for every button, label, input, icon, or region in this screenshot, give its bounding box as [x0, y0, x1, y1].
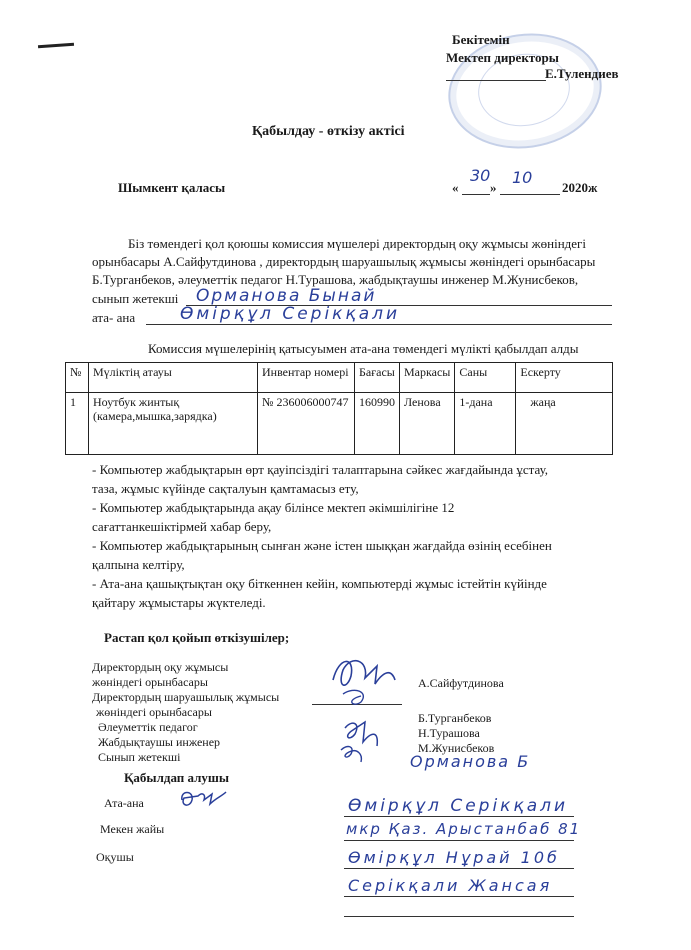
condition-line: - Компьютер жабдықтарының сынған және істен шыққан жағдайда өзінің есебінен: [92, 538, 552, 553]
receiver-line: [344, 916, 574, 917]
cell-note: жаңа: [516, 393, 613, 455]
signer-position: Директордың оқу жұмысы: [92, 660, 229, 674]
header-price: Бағасы: [355, 363, 400, 393]
receiver-line: [344, 816, 574, 817]
header-number: №: [66, 363, 89, 393]
handwritten-class-teacher-name: Орманова Б: [410, 752, 531, 771]
class-teacher-label: сынып жетекші: [92, 291, 179, 306]
header-inventory: Инвентар номері: [258, 363, 355, 393]
signers-positions: [92, 660, 322, 765]
intro-line-1: Біз төмендегі қол қоюшы комиссия мүшелері директордың оқу жұмысы жөніндегі: [128, 236, 587, 251]
condition-line: қалпына келтіру,: [92, 557, 185, 572]
signer-position: Жабдықтаушы инженер: [98, 735, 221, 749]
table-row: [66, 393, 613, 455]
signer-name: М.Жунисбеков: [418, 741, 495, 755]
signer-name: Н.Турашова: [418, 726, 480, 740]
intro-line-2: орынбасары А.Сайфутдинова , директордың шаруашылық жұмысы жөніндегі орынбасары: [92, 254, 596, 269]
date-close-quote: »: [490, 180, 497, 195]
signers-title: Растап қол қойып өткізушілер;: [104, 630, 290, 645]
handwritten-receiver-parent: Өмірқұл Серікқали: [348, 796, 569, 816]
approval-name: Е.Тулендиев: [545, 66, 619, 81]
header-note: Ескерту: [516, 363, 613, 393]
city-label: Шымкент қаласы: [118, 180, 226, 195]
corner-mark: [38, 43, 74, 49]
receiver-label-student: Оқушы: [96, 850, 134, 864]
condition-line: - Ата-ана қашықтықтан оқу біткеннен кейін, компьютерді жұмыс істейтін күйінде: [92, 576, 547, 591]
signer-position: жөніндегі орынбасары: [96, 705, 212, 719]
handwritten-month: 10: [512, 168, 533, 187]
condition-line: - Компьютер жабдықтарында ақау білінсе мектеп әкімшілігіне 12: [92, 500, 455, 515]
parent-signature: [176, 786, 236, 812]
receiver-line: [344, 868, 574, 869]
signer-name: А.Сайфутдинова: [418, 676, 504, 690]
signer-position: Сынып жетекші: [98, 750, 181, 764]
conditions: [92, 460, 652, 612]
condition-line: - Компьютер жабдықтарын өрт қауіпсіздігі талаптарына сәйкес жағдайында ұстау,: [92, 462, 549, 477]
header-quantity: Саны: [455, 363, 516, 393]
receiver-line: [344, 840, 574, 841]
parent-label: ата- ана: [92, 310, 136, 325]
asset-table: [65, 362, 613, 455]
receiver-label-parent: Ата-ана: [104, 796, 144, 810]
handwritten-receiver-student2: Серікқали Жансая: [348, 876, 553, 895]
signer-name: Б.Турганбеков: [418, 711, 492, 725]
cell-number: 1: [66, 393, 89, 455]
receivers-title: Қабылдап алушы: [124, 770, 230, 785]
receiver-label-address: Мекен жайы: [100, 822, 165, 836]
condition-line: таза, жұмыс күйінде сақталуын қамтамасыз ету,: [92, 481, 359, 496]
cell-inventory: № 236006000747: [258, 393, 355, 455]
handwritten-day: 30: [470, 166, 491, 185]
condition-line: қайтару жұмыстары жүктеледі.: [92, 595, 266, 610]
cell-name: Ноутбук жинтық (камера,мышка,зарядка): [89, 393, 258, 455]
signer-position: Директордың шаруашылық жұмысы: [92, 690, 280, 704]
handwritten-receiver-address: мкр Қаз. Арыстанбаб 81: [346, 820, 582, 838]
signer-position: жөніндегі орынбасары: [92, 675, 208, 689]
approval-position: Мектеп директоры: [446, 50, 559, 65]
date-year: 2020ж: [562, 180, 598, 195]
approval-signature-line: [446, 80, 546, 81]
intro-line-3: Б.Турганбеков, әлеуметтік педагог Н.Турашова, жабдықтаушы инженер М.Жунисбеков,: [92, 272, 579, 287]
handwritten-class-teacher: Орманова Бынай: [196, 286, 377, 306]
condition-line: сағаттанкешіктірмей хабар беру,: [92, 519, 272, 534]
signer-position: Әлеуметтік педагог: [98, 720, 198, 734]
signers-names: [418, 676, 504, 756]
commission-line: Комиссия мүшелерінің қатысуымен ата-ана төмендегі мүлікті қабылдап алды: [148, 341, 579, 356]
header-name: Мүліктің атауы: [89, 363, 258, 393]
cell-brand: Ленова: [400, 393, 455, 455]
header-brand: Маркасы: [400, 363, 455, 393]
date-day-line: [462, 194, 490, 195]
receiver-line: [344, 896, 574, 897]
approval-title: Бекітемін: [452, 32, 510, 47]
handwritten-receiver-student: Өмірқұл Нұрай 10б: [348, 848, 560, 867]
cell-price: 160990: [355, 393, 400, 455]
cell-quantity: 1-дана: [455, 393, 516, 455]
date-month-line: [500, 194, 560, 195]
parent-line: [146, 324, 612, 325]
handwritten-parent: Өмірқұл Серікқали: [180, 304, 401, 324]
date-open-quote: «: [452, 180, 459, 195]
document-title: Қабылдау - өткізу актісі: [252, 124, 405, 139]
